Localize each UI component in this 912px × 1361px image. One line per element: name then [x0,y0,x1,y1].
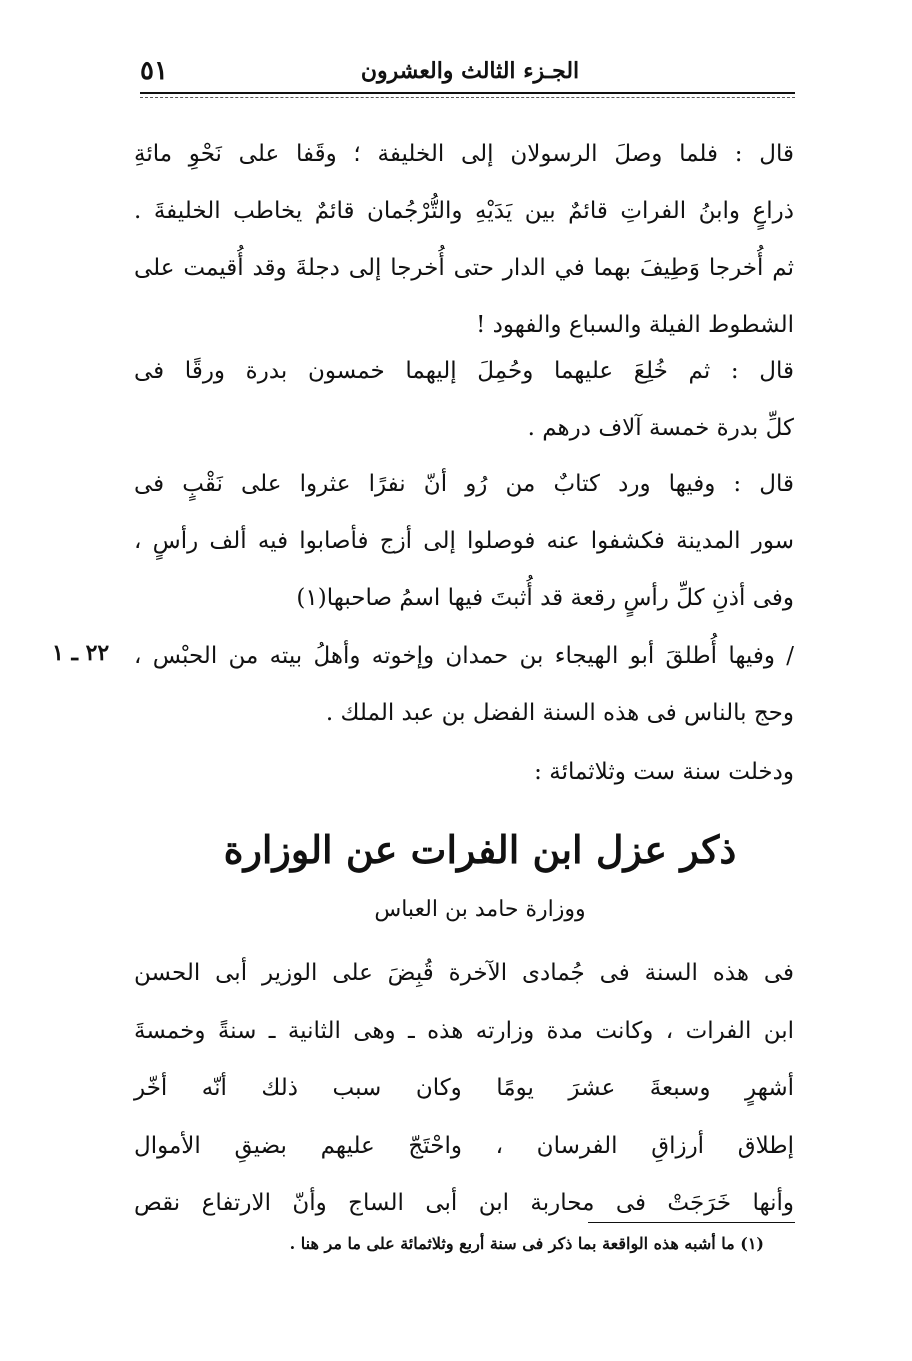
text-line: الشطوط الفيلة والسباع والفهود ! [476,312,794,338]
text-line: أشهرٍ وسبعةَ عشرَ يومًا وكان سبب ذلك أنّه أخّر [134,1075,794,1101]
text-line: كلِّ بدرة خمسة آلاف درهم . [527,415,794,441]
paragraph-khil-a [134,343,794,457]
text-line: قال : وفيها ورد كتابٌ من رُو أنّ نفرًا عثروا على نَقْبٍ فى [134,471,794,497]
footnote: (١) ما أشبه هذه الواقعة بما ذكر فى سنة أربع وثلاثمائة على ما مر هنا . [289,1234,764,1253]
paragraph-new-year [134,744,794,801]
margin-reference: ٢٢ ـ ١ [52,640,110,666]
paragraph-kitab-rum [134,456,794,627]
header-rule [140,92,795,94]
paragraph-dismissal [134,945,794,1233]
paragraph-abu-al-hayja [134,628,794,742]
text-line: وأنها خَرَجَتْ فى محاربة ابن أبى الساج وأنّ الارتفاع نقص [134,1190,794,1216]
text-line: ودخلت سنة ست وثلاثمائة : [534,759,794,785]
running-title: الجـزء الثالث والعشرون [360,58,580,84]
text-line: إطلاق أرزاقِ الفرسان ، واحْتَجّ عليهم بضيقِ الأموال [134,1132,794,1159]
text-line: ثم أُخرجا وَطِيفَ بهما في الدار حتى أُخرجا إلى دجلةَ وقد أُقيمت على [134,255,794,281]
text-line: ابن الفرات ، وكانت مدة وزارته هذه ـ وهى الثانية ـ سنةً وخمسةَ [134,1017,794,1044]
paragraph-rasulan-khalifa [134,126,794,354]
section-heading: ذكر عزل ابن الفرات عن الوزارة [223,827,737,872]
text-line: ذراعٍ وابنُ الفراتِ قائمٌ بين يَدَيْهِ والتُّرْجُمان قائمٌ يخاطب الخليفةَ . [134,198,794,224]
header-rule-dashed [140,97,795,98]
footnote-rule [588,1222,795,1223]
text-line: وفى أذنِ كلِّ رأسٍ رقعة قد أُثبتَ فيها اسمُ صاحبها(١) [296,585,794,611]
text-line: فى هذه السنة فى جُمادى الآخرة قُبِضَ على الوزير أبى الحسن [134,960,794,986]
page-number: ٥١ [140,56,168,86]
section-subheading: ووزارة حامد بن العباس [374,897,586,922]
text-line: قال : فلما وصلَ الرسولان إلى الخليفة ؛ وقَفا على نَحْوِ مائةِ [134,141,794,167]
running-header [140,48,795,94]
text-line: قال : ثم خُلِعَ عليهما وحُمِلَ إليهما خمسون بدرة ورقًا فى [134,358,794,384]
text-line: سور المدينة فكشفوا عنه فوصلوا إلى أزج فأصابوا فيه ألف رأسٍ ، [134,528,794,554]
text-line: وحج بالناس فى هذه السنة الفضل بن عبد الملك . [325,700,794,726]
text-line: / وفيها أُطلقَ أبو الهيجاء بن حمدان وإخوته وأهلُ بيته من الحبْس ، [134,643,794,669]
